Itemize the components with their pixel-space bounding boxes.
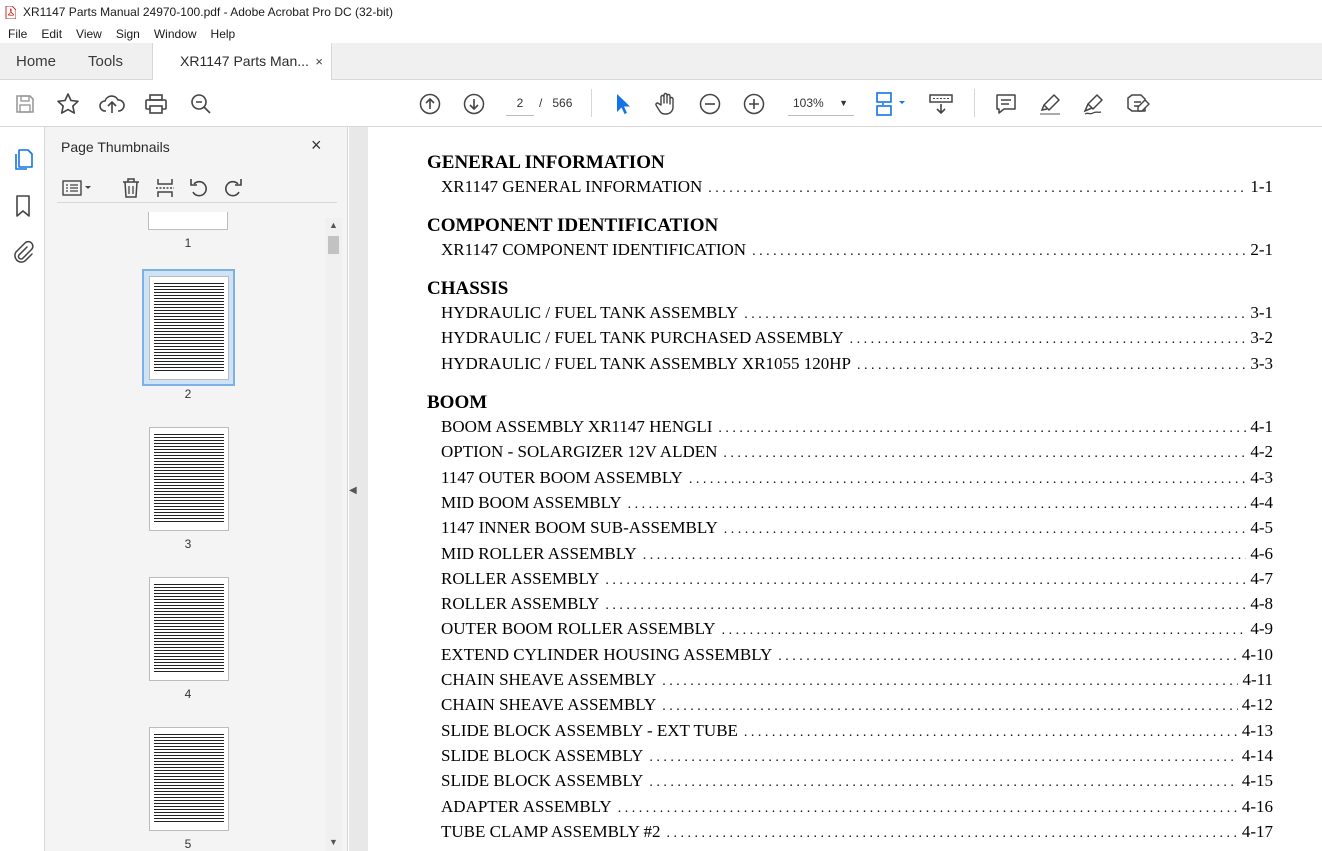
- toc-entry[interactable]: [441, 771, 1273, 791]
- hand-tool-icon[interactable]: [653, 91, 679, 117]
- toc-entry-page: 4-17: [1241, 821, 1273, 841]
- toc-entry-title: ROLLER ASSEMBLY: [441, 568, 600, 588]
- toc-entry-page: 4-12: [1241, 695, 1273, 715]
- toc-entry[interactable]: [441, 594, 1273, 614]
- thumbnail-label-5: 5: [184, 837, 192, 851]
- toc-entry-title: MID ROLLER ASSEMBLY: [441, 543, 637, 563]
- zoom-out-icon[interactable]: [697, 91, 723, 117]
- total-pages: 566: [552, 96, 573, 110]
- toc-entry-page: 4-4: [1250, 492, 1273, 512]
- toc-entry-title: 1147 OUTER BOOM ASSEMBLY: [441, 467, 683, 487]
- toc-entry-page: 3-1: [1250, 303, 1273, 322]
- toc-leader-dots: [605, 598, 1246, 614]
- toc-entry[interactable]: [441, 240, 1273, 260]
- toc-entry-title: ADAPTER ASSEMBLY: [441, 796, 612, 816]
- bookmark-icon[interactable]: [10, 193, 36, 219]
- toc-entry[interactable]: [441, 746, 1273, 766]
- toc-entry-page: 4-14: [1241, 745, 1273, 765]
- toc-leader-dots: [778, 649, 1238, 665]
- chevron-down-icon: ▼: [839, 98, 848, 108]
- toc-entry[interactable]: [441, 328, 1273, 348]
- next-page-icon[interactable]: [461, 91, 487, 117]
- find-zoom-icon[interactable]: [188, 91, 214, 117]
- toc-leader-dots: [850, 332, 1247, 348]
- toc-entry[interactable]: [441, 442, 1273, 462]
- toc-leader-dots: [662, 699, 1238, 715]
- toc-entry-title: HYDRAULIC / FUEL TANK PURCHASED ASSEMBLY: [441, 328, 844, 348]
- toc-leader-dots: [643, 548, 1247, 564]
- document-tab-label: XR1147 Parts Man...: [180, 53, 309, 69]
- toc-leader-dots: [724, 522, 1247, 538]
- menu-edit[interactable]: Edit: [41, 26, 63, 41]
- edit-pdf-icon[interactable]: [1125, 91, 1151, 117]
- toc-section-heading[interactable]: GENERAL INFORMATION: [427, 152, 665, 173]
- toc-leader-dots: [649, 775, 1238, 791]
- toc-entry-page: 4-9: [1250, 619, 1273, 639]
- toc-entry-title: HYDRAULIC / FUEL TANK ASSEMBLY: [441, 303, 739, 322]
- menu-bar: [0, 24, 1322, 43]
- thumbnail-content: [154, 283, 224, 373]
- toc-entry-title: 1147 INNER BOOM SUB-ASSEMBLY: [441, 518, 718, 538]
- thumbnail-tools: [57, 173, 337, 203]
- toc-entry-title: XR1147 COMPONENT IDENTIFICATION: [441, 240, 747, 259]
- toc-entry-title: OPTION - SOLARGIZER 12V ALDEN: [441, 442, 718, 462]
- page-separator: /: [539, 96, 543, 110]
- zoom-level-select[interactable]: [788, 90, 854, 116]
- toc-entry-page: 3-3: [1250, 353, 1273, 373]
- tab-tools[interactable]: Tools: [88, 53, 124, 70]
- toc-entry-title: CHAIN SHEAVE ASSEMBLY: [441, 670, 657, 689]
- delete-page-icon[interactable]: [119, 177, 143, 199]
- toc-leader-dots: [649, 750, 1238, 766]
- current-page-input[interactable]: 2: [506, 90, 534, 116]
- toolbar: [0, 80, 1322, 127]
- toc-leader-dots: [667, 826, 1238, 842]
- toc-entry[interactable]: [441, 645, 1273, 665]
- upload-cloud-icon[interactable]: [99, 91, 125, 117]
- toc-section-heading[interactable]: COMPONENT IDENTIFICATION: [427, 215, 719, 236]
- thumbnail-label-1: 1: [184, 236, 192, 250]
- menu-help[interactable]: Help: [210, 26, 236, 41]
- page-count-label: [539, 90, 572, 116]
- toc-entry-page: 4-1: [1250, 417, 1273, 436]
- pdf-page: [368, 127, 1322, 851]
- toc-entry[interactable]: [441, 695, 1273, 715]
- toc-entry[interactable]: [441, 493, 1273, 513]
- toc-entry[interactable]: [441, 177, 1273, 197]
- thumbnail-content: [154, 434, 224, 524]
- toc-entry-title: MID BOOM ASSEMBLY: [441, 492, 622, 512]
- acrobat-pdf-icon: [5, 6, 16, 19]
- toc-entry-title: SLIDE BLOCK ASSEMBLY: [441, 745, 644, 765]
- toc-entry-title: OUTER BOOM ROLLER ASSEMBLY: [441, 619, 716, 639]
- thumbnail-label-4: 4: [184, 687, 192, 701]
- toc-entry-page: 4-10: [1241, 644, 1273, 664]
- toc-leader-dots: [662, 674, 1238, 690]
- toc-entry-page: 4-2: [1250, 442, 1273, 462]
- toc-entry-page: 3-2: [1250, 328, 1273, 348]
- toc-entry[interactable]: [441, 721, 1273, 741]
- toc-leader-dots: [618, 801, 1238, 817]
- extract-pages-icon[interactable]: [153, 177, 177, 199]
- toc-leader-dots: [605, 573, 1246, 589]
- scroll-down-icon[interactable]: ▼: [329, 837, 338, 847]
- toc-entry-page: 4-13: [1241, 720, 1273, 740]
- toc-section-heading[interactable]: CHASSIS: [427, 278, 509, 299]
- toc-entry[interactable]: [441, 544, 1273, 564]
- toc-entry[interactable]: [441, 468, 1273, 488]
- menu-sign[interactable]: Sign: [115, 26, 140, 41]
- menu-window[interactable]: Window: [153, 26, 197, 41]
- zoom-in-icon[interactable]: [741, 91, 767, 117]
- toc-entry-page: 4-5: [1250, 518, 1273, 538]
- toc-entry[interactable]: [441, 303, 1273, 323]
- thumbnail-label-2: 2: [184, 387, 192, 401]
- toc-leader-dots: [752, 244, 1246, 260]
- toc-leader-dots: [689, 472, 1246, 488]
- toc-leader-dots: [744, 307, 1246, 323]
- toc-leader-dots: [857, 358, 1246, 374]
- toc-entry-page: 2-1: [1250, 240, 1273, 259]
- panel-title: Page Thumbnails: [61, 139, 170, 155]
- left-navigation-rail: [0, 127, 45, 851]
- toc-entry[interactable]: [441, 797, 1273, 817]
- collapse-panel-icon[interactable]: ◀: [349, 485, 357, 496]
- toc-entry-title: BOOM ASSEMBLY XR1147 HENGLI: [441, 417, 713, 436]
- tab-bar: [0, 43, 1322, 80]
- page-thumbnail-1[interactable]: [148, 212, 228, 230]
- thumbnail-list: [45, 212, 330, 851]
- toc-leader-dots: [718, 421, 1246, 437]
- toc-leader-dots: [723, 446, 1246, 462]
- toc-entry-title: SLIDE BLOCK ASSEMBLY: [441, 771, 644, 791]
- toc-entry-page: 4-11: [1242, 670, 1273, 689]
- toc-entry-page: 4-7: [1250, 568, 1273, 588]
- toc-entry-title: XR1147 GENERAL INFORMATION: [441, 177, 703, 196]
- save-icon[interactable]: [12, 91, 38, 117]
- close-panel-icon[interactable]: ×: [311, 135, 322, 155]
- toc-leader-dots: [744, 725, 1238, 741]
- page-thumbnail-4[interactable]: [149, 577, 229, 681]
- select-cursor-icon[interactable]: [609, 91, 635, 117]
- thumbnail-content: [154, 584, 224, 674]
- toc-entry-title: SLIDE BLOCK ASSEMBLY - EXT TUBE: [441, 720, 738, 740]
- toc-entry-page: 4-3: [1250, 467, 1273, 487]
- toc-section-heading[interactable]: BOOM: [427, 392, 488, 413]
- page-thumbnail-2[interactable]: [149, 276, 229, 380]
- menu-view[interactable]: View: [76, 26, 102, 41]
- close-tab-icon[interactable]: ×: [315, 54, 323, 69]
- scrollbar-thumb[interactable]: [328, 236, 339, 254]
- page-display-icon[interactable]: [872, 91, 910, 117]
- sign-icon[interactable]: [1081, 91, 1107, 117]
- rotate-counterclockwise-icon[interactable]: [187, 177, 211, 199]
- toc-entry-title: TUBE CLAMP ASSEMBLY #2: [441, 821, 661, 841]
- read-mode-icon[interactable]: [928, 91, 954, 117]
- toc-leader-dots: [708, 181, 1246, 197]
- toc-entry-title: EXTEND CYLINDER HOUSING ASSEMBLY: [441, 644, 773, 664]
- previous-page-icon[interactable]: [417, 91, 443, 117]
- window-title: XR1147 Parts Manual 24970-100.pdf - Adobe Acrobat Pro DC (32-bit): [23, 5, 393, 19]
- toc-entry-title: CHAIN SHEAVE ASSEMBLY: [441, 695, 657, 715]
- menu-file[interactable]: File: [8, 26, 28, 41]
- toc-entry[interactable]: [441, 619, 1273, 639]
- toc-entry-page: 4-8: [1250, 594, 1273, 614]
- title-bar: [0, 0, 1322, 24]
- comment-icon[interactable]: [993, 91, 1019, 117]
- tab-home[interactable]: Home: [16, 53, 57, 70]
- toc-entry[interactable]: [441, 354, 1273, 374]
- print-icon[interactable]: [143, 91, 169, 117]
- toc-entry-page: 4-6: [1250, 543, 1273, 563]
- tab-document[interactable]: [152, 43, 332, 81]
- toc-entry[interactable]: [441, 417, 1273, 437]
- highlight-pen-icon[interactable]: [1037, 91, 1063, 117]
- rotate-clockwise-icon[interactable]: [221, 177, 245, 199]
- toc-leader-dots: [628, 497, 1247, 513]
- toc-entry-title: ROLLER ASSEMBLY: [441, 594, 600, 614]
- thumbnail-content: [154, 734, 224, 824]
- page-thumbnails-icon[interactable]: [10, 147, 36, 173]
- toc-entry[interactable]: [441, 569, 1273, 589]
- thumbnail-scrollbar[interactable]: [325, 218, 342, 851]
- thumbnail-options-icon[interactable]: [61, 177, 93, 199]
- toc-entry[interactable]: [441, 822, 1273, 842]
- toc-entry[interactable]: [441, 518, 1273, 538]
- document-view: [349, 127, 1322, 851]
- thumbnail-label-3: 3: [184, 537, 192, 551]
- zoom-level-value: 103%: [793, 96, 824, 110]
- toc-entry-page: 4-15: [1241, 771, 1273, 791]
- toc-entry-page: 1-1: [1250, 177, 1273, 196]
- toc-leader-dots: [722, 623, 1247, 639]
- star-icon[interactable]: [55, 91, 81, 117]
- toc-entry-title: HYDRAULIC / FUEL TANK ASSEMBLY XR1055 120HP: [441, 353, 852, 373]
- scroll-up-icon[interactable]: ▲: [329, 220, 338, 230]
- page-thumbnail-3[interactable]: [149, 427, 229, 531]
- toc-entry-page: 4-16: [1241, 796, 1273, 816]
- page-thumbnail-5[interactable]: [149, 727, 229, 831]
- attachment-paperclip-icon[interactable]: [10, 239, 36, 265]
- toc-entry[interactable]: [441, 670, 1273, 690]
